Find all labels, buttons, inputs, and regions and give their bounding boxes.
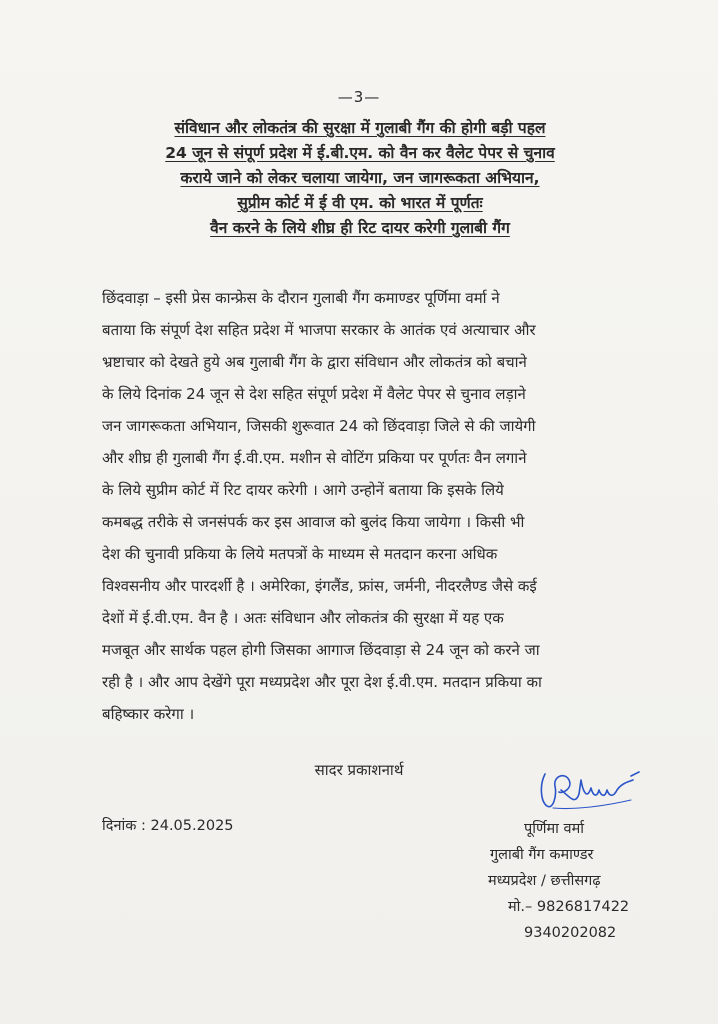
signatory-phone-alt: 9340202082 <box>524 925 617 941</box>
signatory-phone: मो.– 9826817422 <box>508 899 630 915</box>
body-line: और शीघ्र ही गुलाबी गैंग ई.वी.एम. मशीन से वोटिंग प्रकिया पर पूर्णतः वैन लगाने <box>102 449 527 467</box>
body-line: देशों में ई.वी.एम. वैन है । अतः संविधान और लोकतंत्र की सुरक्षा में यह एक <box>102 609 504 627</box>
body-line: बहिष्कार करेगा । <box>102 705 195 723</box>
body-line: देश की चुनावी प्रकिया के लिये मतपत्रों के माध्यम से मतदान करना अधिक <box>102 545 498 563</box>
body-line: बताया कि संपूर्ण देश सहित प्रदेश में भाजपा सरकार के आतंक एवं अत्याचार और <box>102 321 536 339</box>
body-line: जन जागरूकता अभियान, जिसकी शुरूवात 24 को छिंदवाड़ा जिले से की जायेगी <box>102 417 536 435</box>
body-line: के लिये दिनांक 24 जून से देश सहित संपूर्ण प्रदेश में वैलेट पेपर से चुनाव लड़ाने <box>102 385 526 403</box>
body-line: रही है । और आप देखेंगे पूरा मध्यप्रदेश और पूरा देश ई.वी.एम. मतदान प्रकिया का <box>102 673 542 691</box>
body-line: कमबद्ध तरीके से जनसंपर्क कर इस आवाज को बुलंद किया जायेगा । किसी भी <box>102 513 525 531</box>
body-line: भ्रष्टाचार को देखते हुये अब गुलाबी गैंग के द्वारा संविधान और लोकतंत्र को बचाने <box>102 353 527 371</box>
handwritten-signature <box>535 766 645 816</box>
body-line: छिंदवाड़ा – इसी प्रेस कान्फ्रेस के दौरान गुलाबी गैंग कमाण्डर पूर्णिमा वर्मा ने <box>102 289 500 307</box>
signatory-title: गुलाबी गैंग कमाण्डर <box>490 847 594 863</box>
body-line: के लिये सुप्रीम कोर्ट में रिट दायर करेगी । आगे उन्होनें बताया कि इसके लिये <box>102 481 504 499</box>
press-release-headline <box>40 116 680 241</box>
closing-line: सादर प्रकाशनार्थ <box>314 761 404 779</box>
signatory-block <box>484 816 684 946</box>
headline-line: वैन करने के लिये शीघ्र ही रिट दायर करेगी गुलाबी गैंग <box>210 219 510 237</box>
headline-line: सुप्रीम कोर्ट में ई वी एम. को भारत में पूर्णतः <box>237 194 483 212</box>
headline-line: कराये जाने को लेकर चलाया जायेगा, जन जागरूकता अभियान, <box>180 169 540 187</box>
signatory-name: पूर्णिमा वर्मा <box>524 821 584 837</box>
issue-date: दिनांक : 24.05.2025 <box>102 818 234 834</box>
headline-line: संविधान और लोकतंत्र की सुरक्षा में गुलाबी गैंग की होगी बड़ी पहल <box>174 119 546 137</box>
signatory-region: मध्यप्रदेश / छत्तीसगढ़ <box>488 873 601 889</box>
page-number: —3— <box>337 88 381 106</box>
press-release-body <box>102 282 682 730</box>
headline-line: 24 जून से संपूर्ण प्रदेश में ई.बी.एम. को वैन कर वैलेट पेपर से चुनाव <box>165 144 555 162</box>
body-line: विश्वसनीय और पारदर्शी है । अमेरिका, इंगलैंड, फ्रांस, जर्मनी, नीदरलैण्ड जैसे कई <box>102 577 537 595</box>
body-line: मजबूत और सार्थक पहल होगी जिसका आगाज छिंदवाड़ा से 24 जून को करने जा <box>102 641 540 659</box>
